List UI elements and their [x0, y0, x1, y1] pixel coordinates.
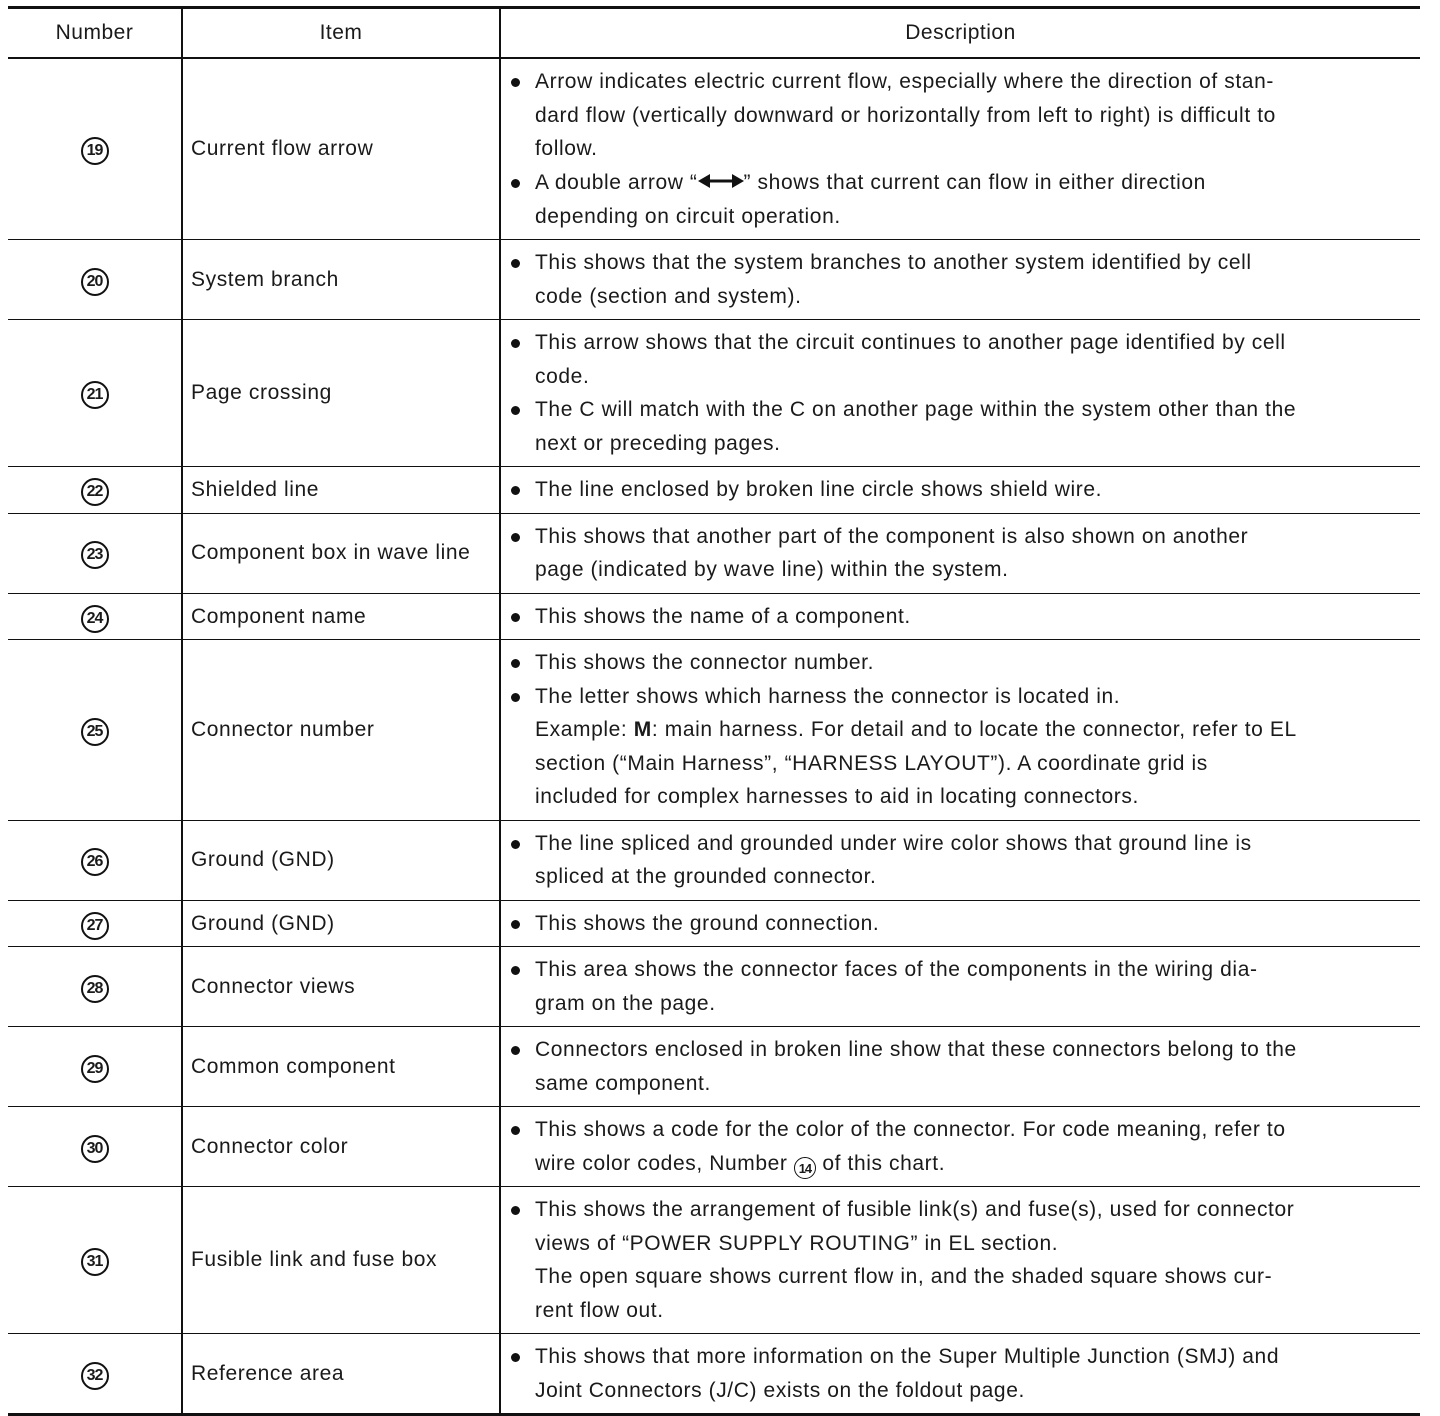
- number-cell: [8, 947, 182, 1027]
- bullet-line: Connectors enclosed in broken line show that these connectors belong to the: [507, 1033, 1412, 1067]
- table-row: [8, 947, 1420, 1027]
- header-row: [8, 8, 1420, 59]
- table-row: [8, 513, 1420, 593]
- description-cell: [500, 58, 1420, 240]
- table-row: [8, 900, 1420, 947]
- continuation-line: follow.: [535, 137, 598, 160]
- table-row: [8, 593, 1420, 640]
- bullet-line: This shows the ground connection.: [507, 907, 1412, 941]
- continuation-line: spliced at the grounded connector.: [535, 865, 877, 889]
- item-cell: Component box in wave line: [182, 513, 500, 593]
- wiring-diagram-legend-table: [8, 6, 1420, 1416]
- description-cell: [500, 593, 1420, 640]
- circled-number: 21: [81, 381, 109, 409]
- document-page: [8, 6, 1420, 1416]
- continuation-line: depending on circuit operation.: [535, 204, 841, 228]
- bullet-line: This arrow shows that the circuit continues to another page identified by cell: [507, 326, 1412, 360]
- item-cell: Ground (GND): [182, 820, 500, 900]
- continuation-line: Joint Connectors (J/C) exists on the foldout page.: [535, 1378, 1025, 1402]
- circled-number: 19: [81, 137, 109, 165]
- number-cell: [8, 1334, 182, 1415]
- circled-number: 26: [81, 848, 109, 876]
- bullet-line: This shows the name of a component.: [507, 600, 1412, 634]
- number-cell: [8, 593, 182, 640]
- continuation-line: [507, 713, 1412, 747]
- table-row: [8, 640, 1420, 821]
- number-cell: [8, 1027, 182, 1107]
- description-cell: [500, 320, 1420, 467]
- continuation-line: next or preceding pages.: [535, 431, 781, 455]
- circled-number: 24: [81, 605, 109, 633]
- number-cell: [8, 240, 182, 320]
- bullet-line: This shows the arrangement of fusible link(s) and fuse(s), used for connector: [507, 1193, 1412, 1227]
- item-cell: Fusible link and fuse box: [182, 1187, 500, 1334]
- description-cell: [500, 513, 1420, 593]
- circled-number: 29: [81, 1055, 109, 1083]
- number-cell: [8, 1187, 182, 1334]
- number-cell: [8, 1107, 182, 1187]
- description-cell: [500, 1107, 1420, 1187]
- table-row: [8, 1334, 1420, 1415]
- bullet-line: Arrow indicates electric current flow, especially where the direction of stan-: [507, 65, 1412, 99]
- line-text: Example:: [535, 718, 634, 742]
- circled-number: 27: [81, 912, 109, 940]
- continuation-line: same component.: [535, 1071, 711, 1095]
- bullet-line: This shows the connector number.: [507, 646, 1412, 680]
- continuation-line: The open square shows current flow in, and the shaded square shows cur-: [535, 1265, 1273, 1289]
- bullet-line: This shows that another part of the component is also shown on another: [507, 520, 1412, 554]
- table-row: [8, 240, 1420, 320]
- continuation-line: gram on the page.: [535, 991, 716, 1015]
- circled-number: 32: [81, 1362, 109, 1390]
- circled-number: 22: [81, 478, 109, 506]
- bullet-line: The line spliced and grounded under wire color shows that ground line is: [507, 827, 1412, 861]
- header-item: Item: [182, 8, 500, 59]
- item-cell: Common component: [182, 1027, 500, 1107]
- continuation-line: code (section and system).: [535, 284, 802, 308]
- circled-number: 23: [81, 541, 109, 569]
- double-arrow-icon: [698, 166, 744, 200]
- description-cell: [500, 1334, 1420, 1415]
- circled-reference: 14: [794, 1157, 816, 1179]
- item-cell: System branch: [182, 240, 500, 320]
- item-cell: Reference area: [182, 1334, 500, 1415]
- description-cell: [500, 820, 1420, 900]
- item-cell: Connector views: [182, 947, 500, 1027]
- bullet-line: This shows that more information on the Super Multiple Junction (SMJ) and: [507, 1340, 1412, 1374]
- item-cell: Current flow arrow: [182, 58, 500, 240]
- circled-number: 28: [81, 975, 109, 1003]
- number-cell: [8, 640, 182, 821]
- bullet-line: The letter shows which harness the connector is located in.: [507, 680, 1412, 714]
- circled-number: 20: [81, 268, 109, 296]
- line-text: of this chart.: [815, 1151, 946, 1175]
- line-text: : main harness. For detail and to locate the connector, refer to EL: [651, 718, 1297, 742]
- continuation-line: dard flow (vertically downward or horizontally from left to right) is difficult to: [535, 103, 1276, 127]
- number-cell: [8, 320, 182, 467]
- description-cell: [500, 640, 1420, 821]
- number-cell: [8, 900, 182, 947]
- number-cell: [8, 820, 182, 900]
- bullet-line: [507, 166, 1412, 200]
- harness-letter: M: [633, 718, 652, 742]
- table-row: [8, 58, 1420, 240]
- item-cell: Connector color: [182, 1107, 500, 1187]
- item-cell: Ground (GND): [182, 900, 500, 947]
- table-row: [8, 820, 1420, 900]
- continuation-line: rent flow out.: [535, 1298, 664, 1322]
- bullet-line: The line enclosed by broken line circle shows shield wire.: [507, 473, 1412, 507]
- item-cell: Shielded line: [182, 467, 500, 514]
- table-row: [8, 1187, 1420, 1334]
- circled-number: 31: [81, 1248, 109, 1276]
- item-cell: Page crossing: [182, 320, 500, 467]
- continuation-line: section (“Main Harness”, “HARNESS LAYOUT”). A coordinate grid is: [535, 751, 1208, 775]
- item-cell: Connector number: [182, 640, 500, 821]
- description-cell: [500, 240, 1420, 320]
- description-cell: [500, 1027, 1420, 1107]
- number-cell: [8, 513, 182, 593]
- number-cell: [8, 467, 182, 514]
- continuation-line: page (indicated by wave line) within the system.: [535, 558, 1009, 582]
- description-cell: [500, 467, 1420, 514]
- table-row: [8, 467, 1420, 514]
- continuation-line: included for complex harnesses to aid in locating connectors.: [535, 785, 1139, 809]
- description-cell: [500, 900, 1420, 947]
- header-description: Description: [500, 8, 1420, 59]
- table-row: [8, 320, 1420, 467]
- bullet-line: This shows that the system branches to another system identified by cell: [507, 246, 1412, 280]
- bullet-line: This area shows the connector faces of the components in the wiring dia-: [507, 953, 1412, 987]
- circled-number: 25: [81, 718, 109, 746]
- line-text: A double arrow “: [535, 170, 698, 194]
- continuation-line: [507, 1147, 1412, 1181]
- table-row: [8, 1107, 1420, 1187]
- bullet-line: This shows a code for the color of the connector. For code meaning, refer to: [507, 1113, 1412, 1147]
- number-cell: [8, 58, 182, 240]
- description-cell: [500, 1187, 1420, 1334]
- line-text: ” shows that current can flow in either direction: [743, 170, 1206, 194]
- table-row: [8, 1027, 1420, 1107]
- circled-number: 30: [81, 1135, 109, 1163]
- item-cell: Component name: [182, 593, 500, 640]
- description-cell: [500, 947, 1420, 1027]
- continuation-line: code.: [535, 364, 590, 388]
- bullet-line: The C will match with the C on another page within the system other than the: [507, 393, 1412, 427]
- continuation-line: views of “POWER SUPPLY ROUTING” in EL section.: [535, 1231, 1059, 1255]
- line-text: wire color codes, Number: [535, 1151, 794, 1175]
- header-number: Number: [8, 8, 182, 59]
